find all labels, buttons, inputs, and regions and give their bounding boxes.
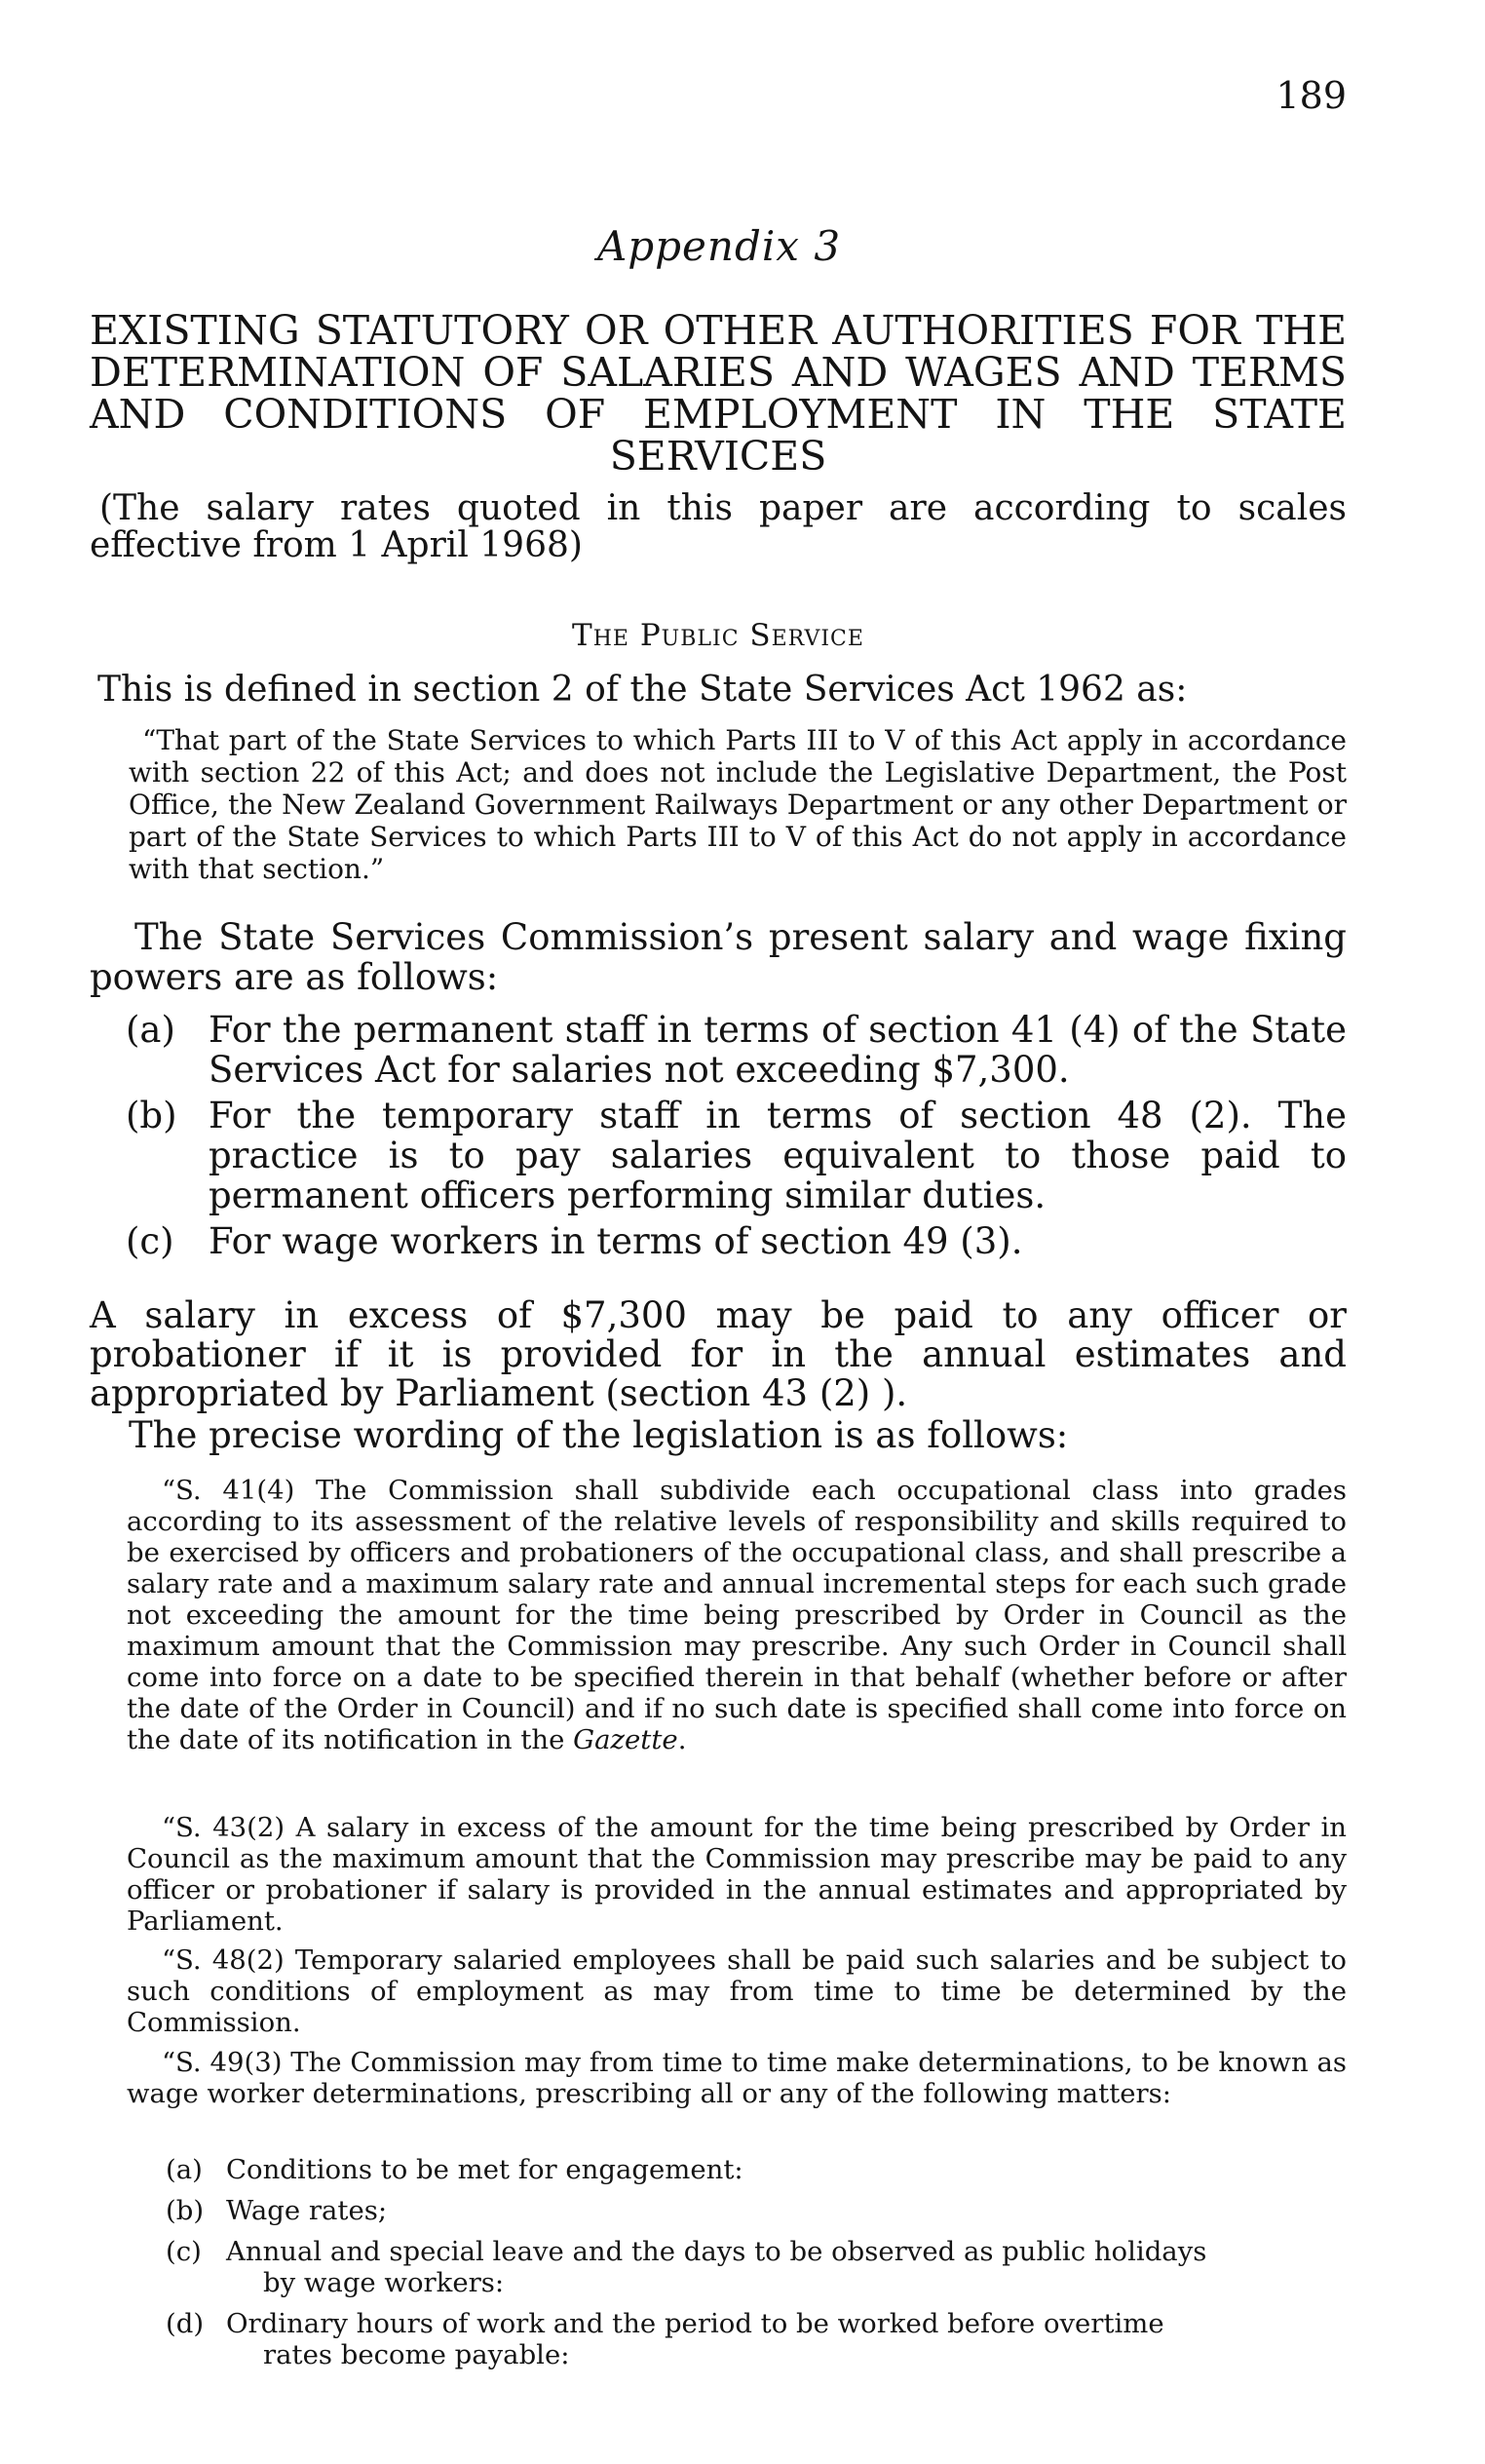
list-item-text: Ordinary hours of work and the period to be worked before overtime — [226, 2308, 1164, 2339]
page-number: 189 — [1276, 74, 1347, 117]
precise-wording-heading: The precise wording of the legislation is as follows: — [129, 1414, 1069, 1456]
list-item — [166, 2195, 1347, 2226]
list-item — [90, 1096, 1347, 1215]
document-title — [90, 307, 1347, 480]
list-item — [166, 2308, 1347, 2370]
list-item-text: For the permanent staff in terms of section 41 (4) of the State Services Act for salaries not exceeding $7,300. — [209, 1009, 1347, 1091]
list-item-label: (b) — [166, 2195, 205, 2226]
list-item-label: (a) — [166, 2154, 203, 2185]
salary-rates-note: (The salary rates quoted in this paper are according to scales effective from 1 April 1968) — [90, 488, 1347, 565]
title-line: AND CONDITIONS OF EMPLOYMENT IN THE STATE — [90, 391, 1347, 438]
gazette-title: Gazette — [573, 1724, 678, 1755]
list-item — [166, 2154, 1347, 2185]
list-item-text: For wage workers in terms of section 49 (3). — [209, 1220, 1023, 1262]
section-43-quote — [127, 1812, 1347, 1937]
list-item-text-wrap — [226, 2236, 1347, 2298]
section-41-end: . — [677, 1724, 687, 1755]
list-item-label: (a) — [126, 1009, 175, 1051]
title-line: SERVICES — [609, 433, 827, 480]
section-43-text: “S. 43(2) A salary in excess of the amount for the time being prescribed by Order in Council as the maximum amount that the Commission may prescribe may be paid to any officer or probationer if salary is provided in the annual estimates and appropriated by Parliament. — [127, 1812, 1347, 1937]
list-item — [90, 1221, 1347, 1261]
list-item-text: For the temporary staff in terms of section 48 (2). The practice is to pay salaries equivalent to those paid to permanent officers performing similar duties. — [209, 1095, 1347, 1216]
excess-salary-paragraph: A salary in excess of $7,300 may be paid to any officer or probationer if it is provided for in the annual estimates and appropriated by Parliament (section 43 (2) ). — [90, 1294, 1347, 1414]
definition-intro: This is defined in section 2 of the State Services Act 1962 as: — [97, 670, 1188, 710]
list-item-continuation: rates become payable: — [263, 2339, 570, 2370]
section-49-text: “S. 49(3) The Commission may from time to time make determinations, to be known as wage worker determinations, prescribing all or any of the following matters: — [127, 2047, 1347, 2109]
list-item-label: (d) — [166, 2308, 205, 2339]
list-item-label: (b) — [126, 1095, 177, 1136]
section-41-text: “S. 41(4) The Commission shall subdivide each occupational class into grades according to its assessment of the relative levels of responsibility and skills required to be exercised by officers and probationers of the occupational class, and shall prescribe a salary rate and a maximum salary rate and annual incremental steps for each such grade not exceeding the amount for the time being prescribed by Order in Council as the maximum amount that the Commission may prescribe. Any such Order in Council shall come into force on a date to be specified therein in that behalf (whether before or after the date of the Order in Council) and if no such date is specified shall come into force on the date of its notification in the — [127, 1475, 1347, 1755]
list-item — [90, 1010, 1347, 1090]
section-49-quote — [127, 2047, 1347, 2109]
powers-paragraph: The State Services Commission’s present salary and wage fixing powers are as follows: — [90, 916, 1347, 998]
title-line: DETERMINATION OF SALARIES AND WAGES AND TERMS — [90, 349, 1347, 396]
appendix-heading: Appendix 3 — [596, 222, 842, 270]
section-heading: The Public Service — [572, 618, 864, 653]
list-item-text: Wage rates; — [226, 2195, 388, 2226]
list-item-label: (c) — [126, 1220, 174, 1262]
list-item-continuation: by wage workers: — [263, 2267, 505, 2298]
section-49-list — [166, 2154, 1347, 2380]
list-item-text: Annual and special leave and the days to be observed as public holidays — [226, 2236, 1207, 2267]
list-item-text-wrap — [226, 2308, 1347, 2370]
list-item-label: (c) — [166, 2236, 202, 2267]
definition-quote: “That part of the State Services to which Parts III to V of this Act apply in accordance with section 22 of this Act; and does not include the Legislative Department, the Post Office, the New Zealand Government Railways Department or any other Department or part of the State Services to which Parts III to V of this Act do not apply in accordance with that section.” — [129, 724, 1347, 885]
list-item-text: Conditions to be met for engagement: — [226, 2154, 743, 2185]
list-item — [166, 2236, 1347, 2298]
title-line: EXISTING STATUTORY OR OTHER AUTHORITIES FOR THE — [90, 307, 1347, 354]
section-48-text: “S. 48(2) Temporary salaried employees shall be paid such salaries and be subject to such conditions of employment as may from time to time be determined by the Commission. — [127, 1944, 1347, 2038]
section-48-quote — [127, 1944, 1347, 2038]
powers-list — [90, 1010, 1347, 1267]
section-41-quote — [127, 1475, 1347, 1755]
